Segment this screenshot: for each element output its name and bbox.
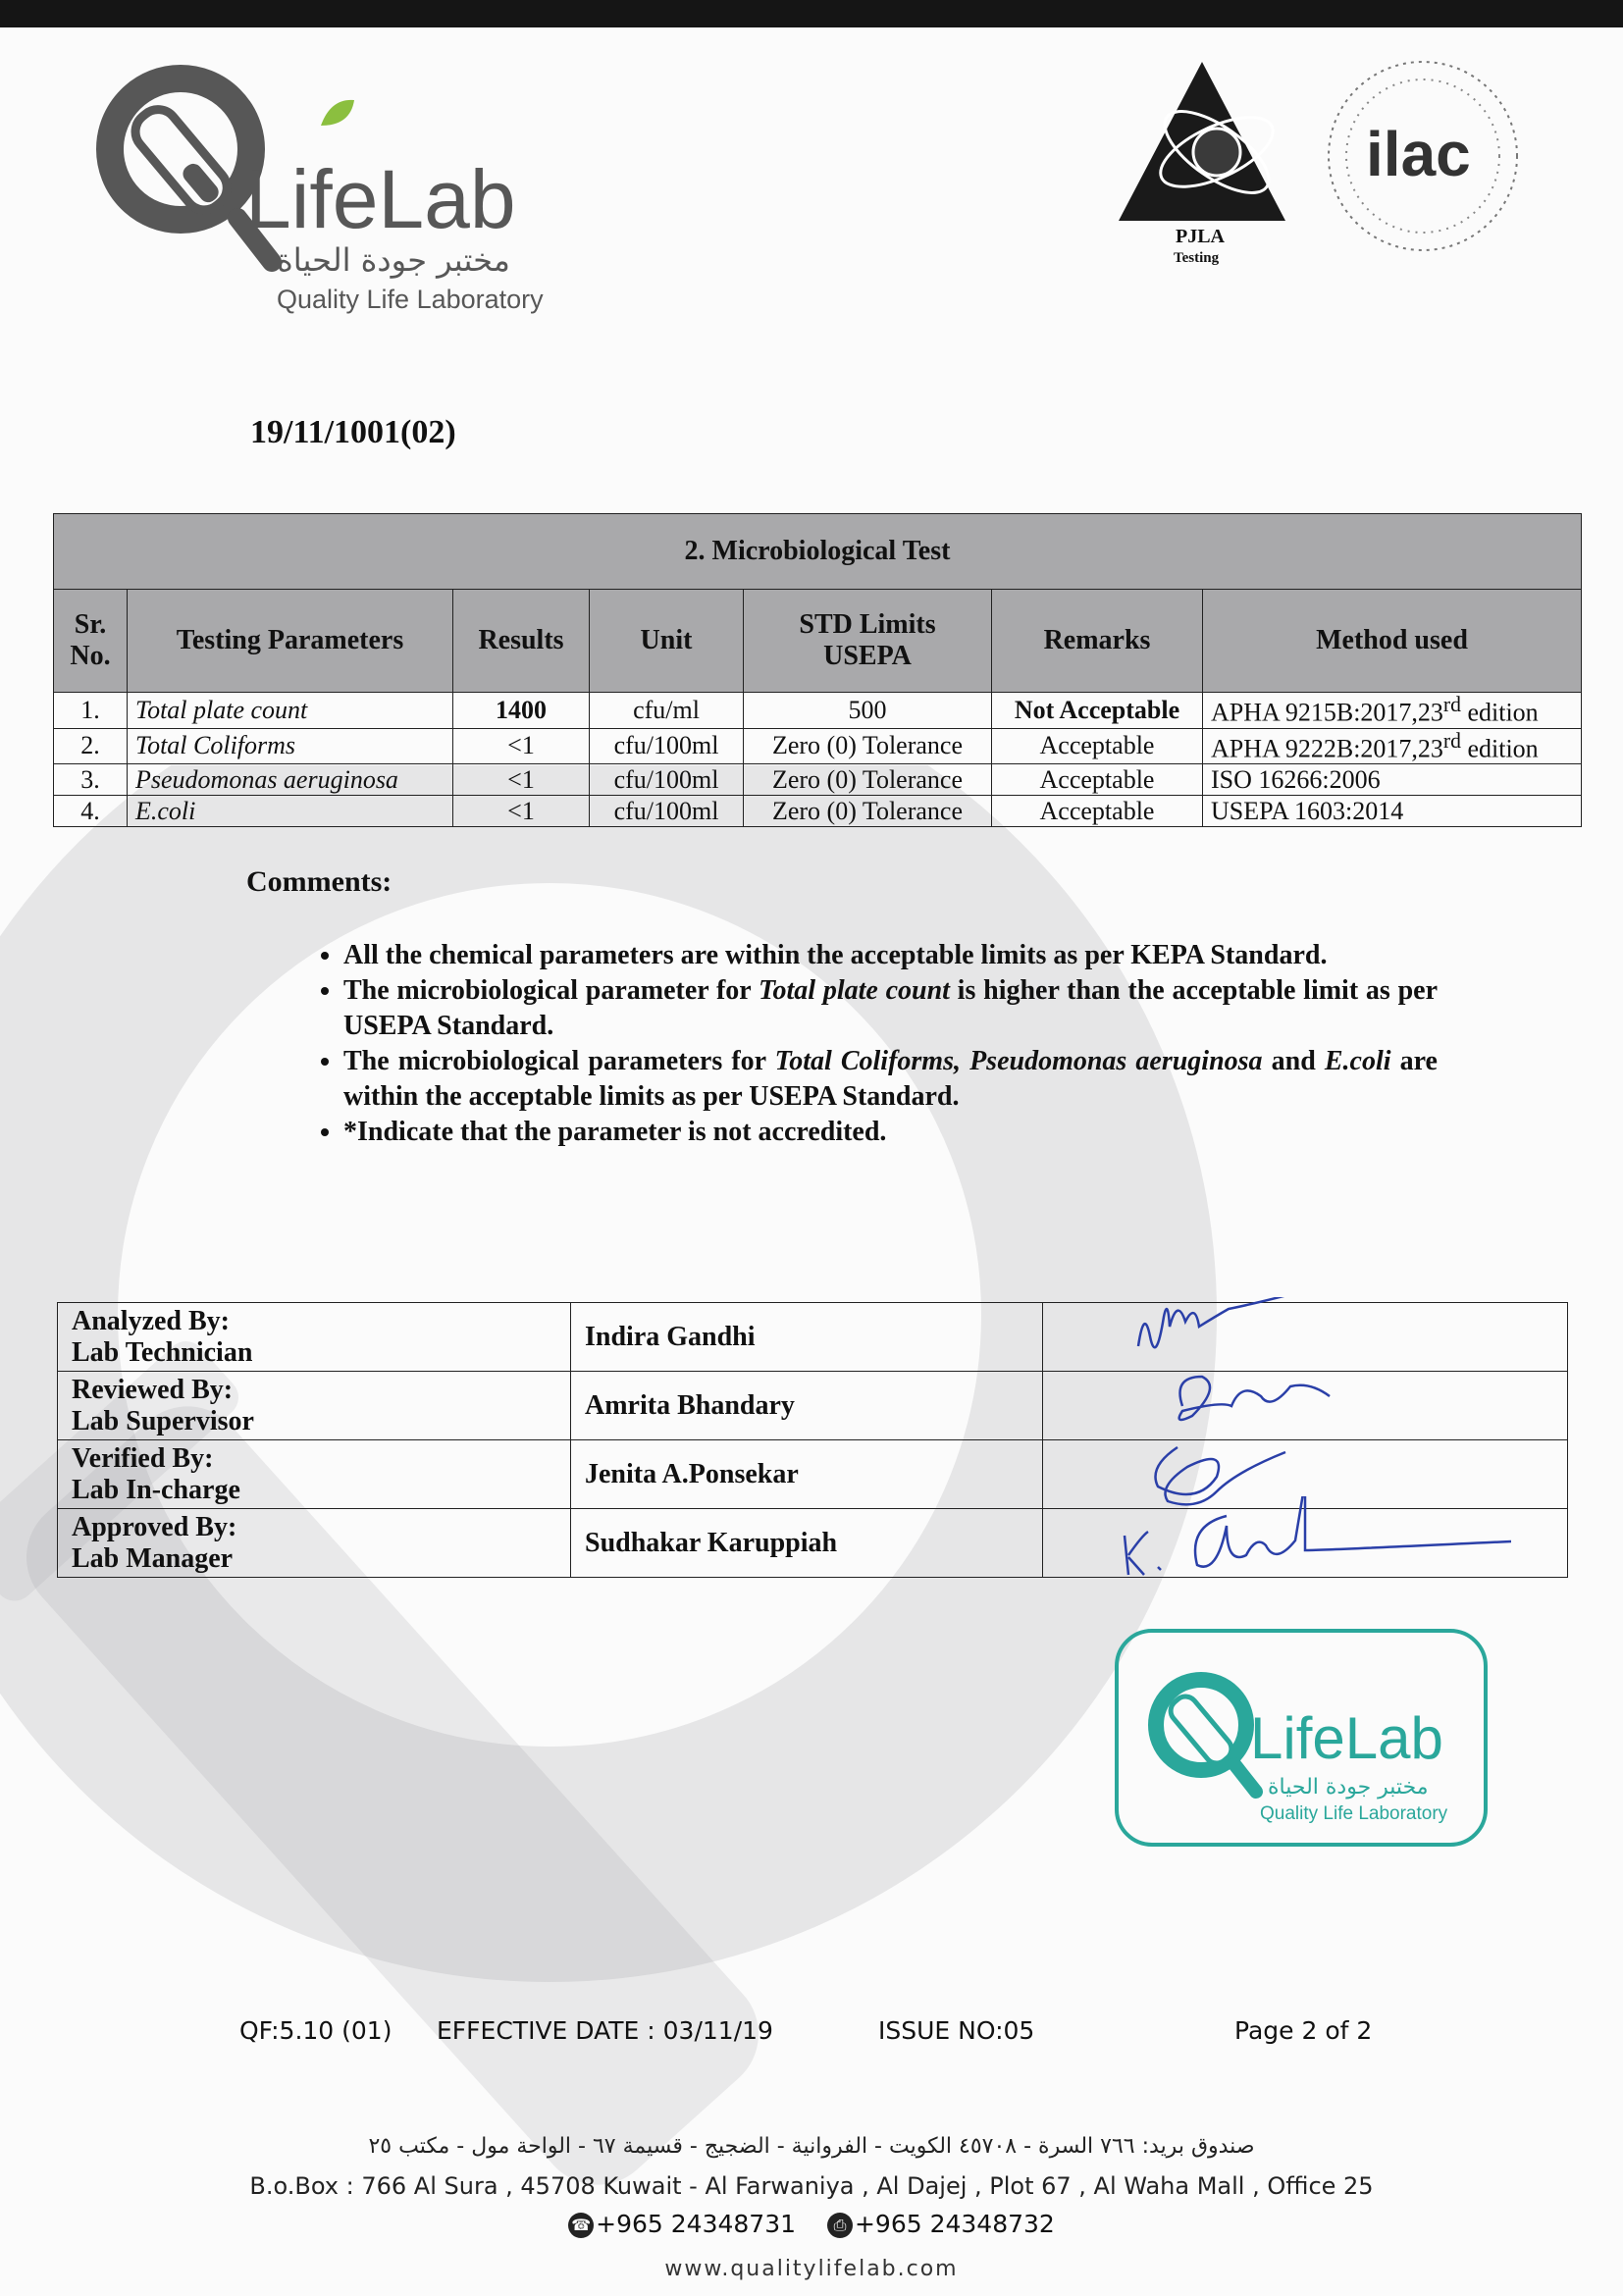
cell-result: 1400 [453, 693, 590, 729]
cell-unit: cfu/ml [590, 693, 744, 729]
pjla-logo [1119, 62, 1285, 266]
stamp-arabic-text: مختبر جودة الحياة [1268, 1775, 1429, 1800]
col-testing-parameters: Testing Parameters [128, 590, 453, 693]
signature-row [58, 1372, 1568, 1440]
signature-cell [1043, 1440, 1568, 1509]
signature-row [58, 1303, 1568, 1372]
cell-unit: cfu/100ml [590, 728, 744, 764]
table-row [54, 693, 1582, 729]
col-unit: Unit [590, 590, 744, 693]
table-row [54, 796, 1582, 827]
signature-name: Jenita A.Ponsekar [571, 1440, 1043, 1509]
scan-top-edge [0, 0, 1623, 27]
microbiological-test-table [53, 513, 1582, 827]
phone-number: ☎ +965 24348731 [568, 2210, 796, 2238]
cell-sr: 3. [54, 764, 128, 796]
comment-item: • *Indicate that the parameter is not accredited. [343, 1115, 1438, 1150]
logo-english-text: Quality Life Laboratory [277, 285, 544, 314]
cell-param: E.coli [128, 796, 453, 827]
signature-row [58, 1509, 1568, 1578]
table-header-row [54, 590, 1582, 693]
cell-result: <1 [453, 796, 590, 827]
comment-item: • All the chemical parameters are within the acceptable limits as per KEPA Standard. [343, 938, 1438, 973]
cell-remarks: Acceptable [992, 764, 1203, 796]
footer-issue-number: ISSUE NO:05 [878, 2016, 1035, 2045]
cell-std: Zero (0) Tolerance [744, 728, 992, 764]
col-std-limits: STD Limits USEPA [744, 590, 992, 693]
footer-address-arabic: صندوق بريد: ٧٦٦ السرة - ٤٥٧٠٨ الكويت - الفروانية - الضجيج - قسيمة ٦٧ - الواحة مول - مكتب ٢٥ [368, 2134, 1255, 2159]
cell-std: Zero (0) Tolerance [744, 764, 992, 796]
signature-role: Analyzed By: Lab Technician [58, 1303, 571, 1372]
cell-unit: cfu/100ml [590, 764, 744, 796]
col-method: Method used [1203, 590, 1582, 693]
phone-icon: ☎ [568, 2213, 594, 2238]
signature-row [58, 1440, 1568, 1509]
col-remarks: Remarks [992, 590, 1203, 693]
cell-method: USEPA 1603:2014 [1203, 796, 1582, 827]
cell-remarks: Not Acceptable [992, 693, 1203, 729]
table-row [54, 728, 1582, 764]
cell-result: <1 [453, 728, 590, 764]
table-row [54, 764, 1582, 796]
footer-address-english: B.o.Box : 766 Al Sura , 45708 Kuwait - Al Farwaniya , Al Dajej , Plot 67 , Al Waha Mall , Office 25 [249, 2172, 1374, 2200]
cell-std: 500 [744, 693, 992, 729]
signature-cell [1043, 1303, 1568, 1372]
accreditation-logos [1109, 54, 1521, 280]
comments-list [294, 938, 1438, 1150]
stamp-english-text: Quality Life Laboratory [1260, 1803, 1448, 1824]
table-title-row [54, 514, 1582, 590]
company-stamp [1113, 1627, 1490, 1849]
signature-name: Sudhakar Karuppiah [571, 1509, 1043, 1578]
signature-cell [1043, 1509, 1568, 1578]
table-title: 2. Microbiological Test [54, 514, 1582, 590]
cell-remarks: Acceptable [992, 728, 1203, 764]
logo-arabic-text: مختبر جودة الحياة [277, 241, 510, 279]
signatures-table [57, 1302, 1568, 1578]
signature-name: Indira Gandhi [571, 1303, 1043, 1372]
cell-result: <1 [453, 764, 590, 796]
signature-role: Reviewed By: Lab Supervisor [58, 1372, 571, 1440]
pjla-label: PJLA [1176, 226, 1225, 247]
fax-number: ⎙ +965 24348732 [827, 2210, 1055, 2238]
cell-sr: 2. [54, 728, 128, 764]
ilac-label: ilac [1366, 119, 1471, 189]
col-results: Results [453, 590, 590, 693]
pjla-sub: Testing [1174, 250, 1220, 266]
cell-param: Pseudomonas aeruginosa [128, 764, 453, 796]
footer-website: www.qualitylifelab.com [664, 2257, 959, 2281]
comment-item: • The microbiological parameter for Total plate count is higher than the acceptable limit as per USEPA Standard. [343, 973, 1438, 1044]
signature-role: Verified By: Lab In-charge [58, 1440, 571, 1509]
cell-method: ISO 16266:2006 [1203, 764, 1582, 796]
footer-form-code: QF:5.10 (01) [239, 2016, 393, 2045]
cell-method: APHA 9215B:2017,23rd edition [1203, 693, 1582, 729]
col-sr-no: Sr. No. [54, 590, 128, 693]
comments-title: Comments: [246, 865, 393, 898]
cell-param: Total plate count [128, 693, 453, 729]
cell-param: Total Coliforms [128, 728, 453, 764]
comment-item: • The microbiological parameters for Total Coliforms, Pseudomonas aeruginosa and E.coli are within the acceptable limits as per USEPA Standard. [343, 1044, 1438, 1115]
lifelab-logo [90, 61, 601, 326]
signature-role: Approved By: Lab Manager [58, 1509, 571, 1578]
cell-remarks: Acceptable [992, 796, 1203, 827]
stamp-brand-text: LifeLab [1250, 1705, 1443, 1771]
footer-page-number: Page 2 of 2 [1234, 2016, 1373, 2045]
footer-effective-date: EFFECTIVE DATE : 03/11/19 [437, 2016, 773, 2045]
document-number: 19/11/1001(02) [250, 414, 456, 450]
signature-name: Amrita Bhandary [571, 1372, 1043, 1440]
cell-method: APHA 9222B:2017,23rd edition [1203, 728, 1582, 764]
fax-icon: ⎙ [827, 2213, 853, 2238]
cell-unit: cfu/100ml [590, 796, 744, 827]
cell-sr: 4. [54, 796, 128, 827]
cell-std: Zero (0) Tolerance [744, 796, 992, 827]
cell-sr: 1. [54, 693, 128, 729]
signature-cell [1043, 1372, 1568, 1440]
ilac-logo [1329, 62, 1517, 250]
logo-brand-text: LifeLab [245, 153, 516, 245]
footer-phones [0, 2210, 1623, 2238]
